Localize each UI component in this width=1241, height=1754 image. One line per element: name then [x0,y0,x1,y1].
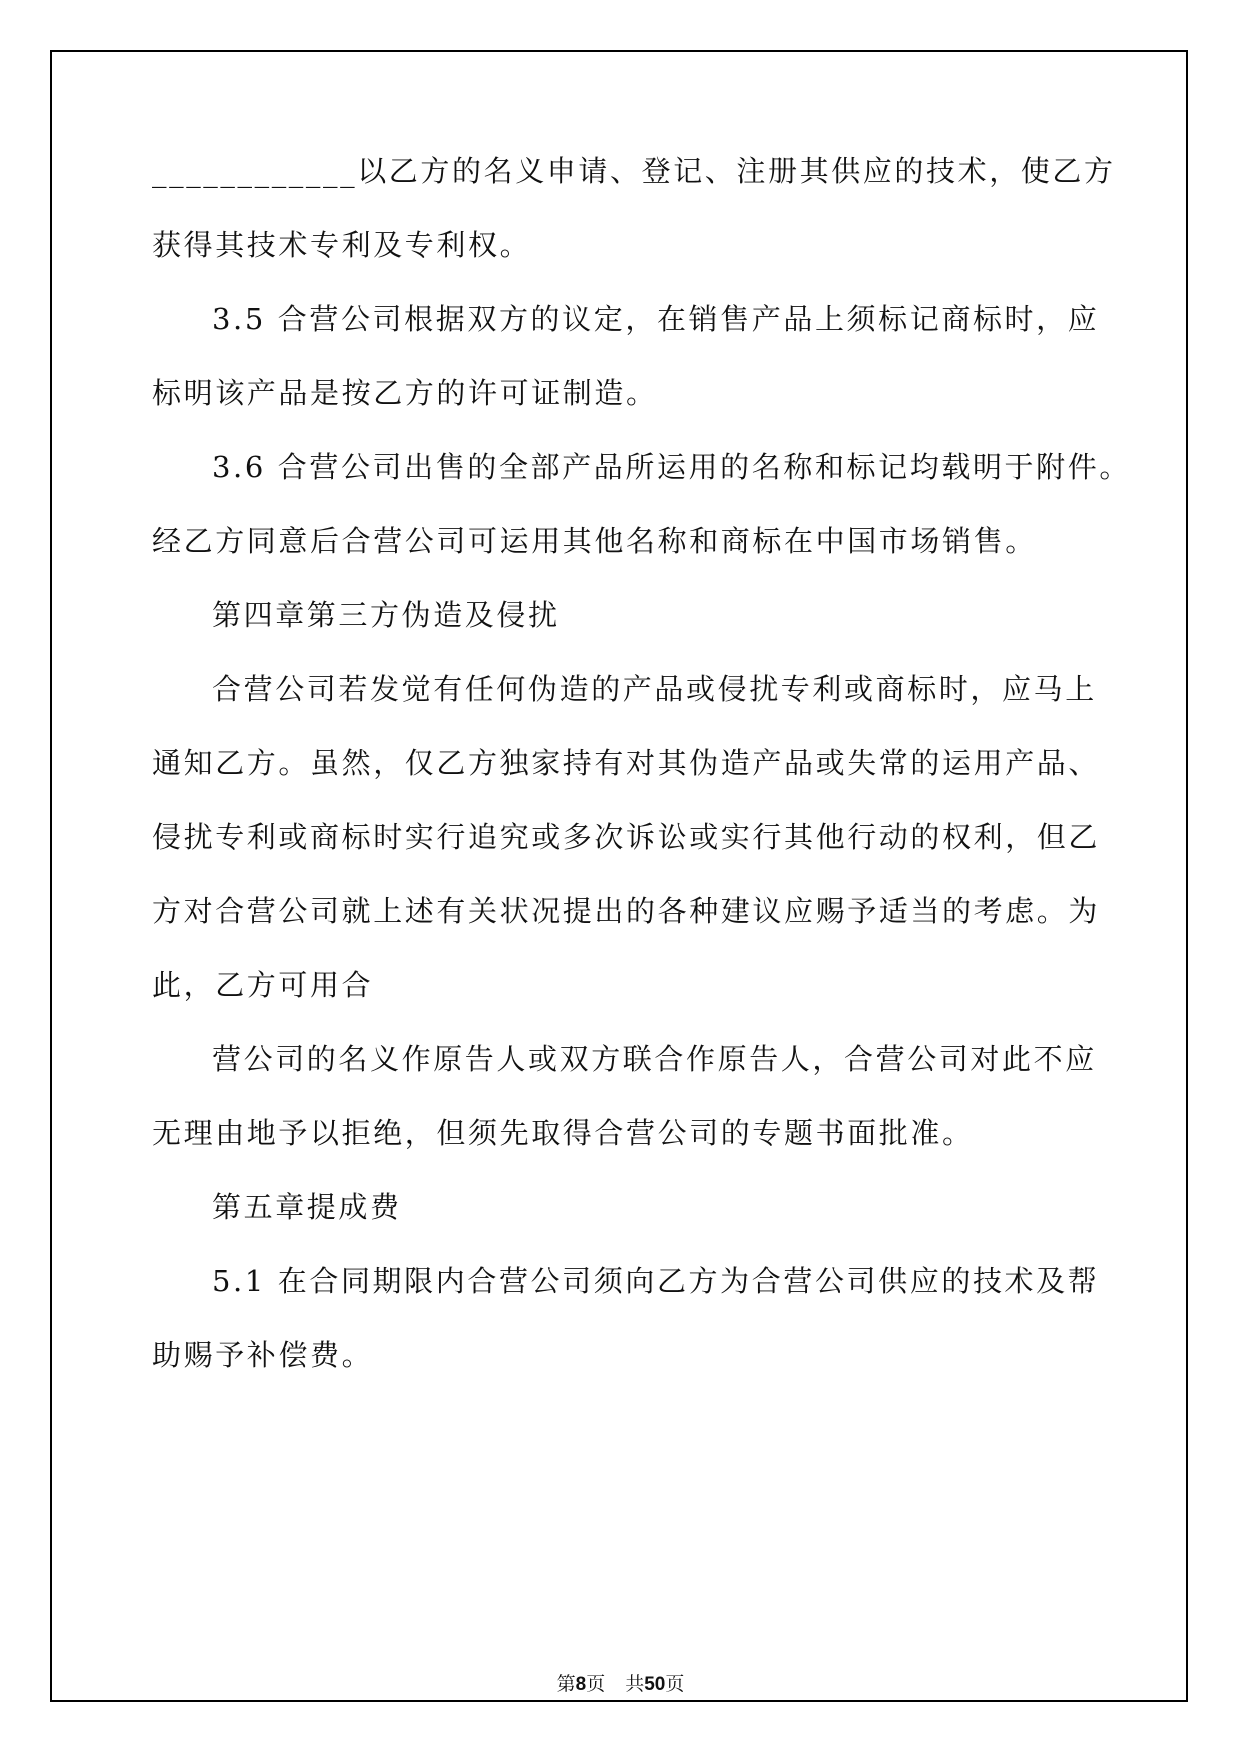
page-border [50,50,1188,1702]
footer-total-prefix: 共 [625,1673,645,1695]
text-line: 侵扰专利或商标时实行追究或多次诉讼或实行其他行动的权利，但乙 [152,820,1101,854]
footer-total-suffix: 页 [665,1673,685,1695]
section-heading: 第五章提成费 [212,1190,402,1224]
page-number: 8 [575,1674,587,1695]
total-pages: 50 [644,1674,666,1695]
text-line: 无理由地予以拒绝，但须先取得合营公司的专题书面批准。 [152,1116,974,1150]
text-line: 助赐予补偿费。 [152,1338,374,1372]
text-line: 3.6 合营公司出售的全部产品所运用的名称和标记均载明于附件。 [212,450,1131,484]
text-line: 通知乙方。虽然，仅乙方独家持有对其伪造产品或失常的运用产品、 [152,746,1101,780]
text-line: ____________以乙方的名义申请、登记、注册其供应的技术，使乙方 [152,154,1116,188]
text-line: 标明该产品是按乙方的许可证制造。 [152,376,658,410]
text-line: 此，乙方可用合 [152,968,374,1002]
page-footer [0,1672,1241,1697]
text-line: 营公司的名义作原告人或双方联合作原告人，合营公司对此不应 [212,1042,1097,1076]
text-line: 合营公司若发觉有任何伪造的产品或侵扰专利或商标时，应马上 [212,672,1097,706]
text-line: 5.1 在合同期限内合营公司须向乙方为合营公司供应的技术及帮 [212,1264,1100,1298]
text-line: 获得其技术专利及专利权。 [152,228,532,262]
footer-page-suffix: 页 [586,1673,606,1695]
text-line: 方对合营公司就上述有关状况提出的各种建议应赐予适当的考虑。为 [152,894,1101,928]
section-heading: 第四章第三方伪造及侵扰 [212,598,560,632]
text-line: 经乙方同意后合营公司可运用其他名称和商标在中国市场销售。 [152,524,1037,558]
text-line: 3.5 合营公司根据双方的议定，在销售产品上须标记商标时，应 [212,302,1100,336]
footer-prefix: 第 [556,1673,576,1695]
